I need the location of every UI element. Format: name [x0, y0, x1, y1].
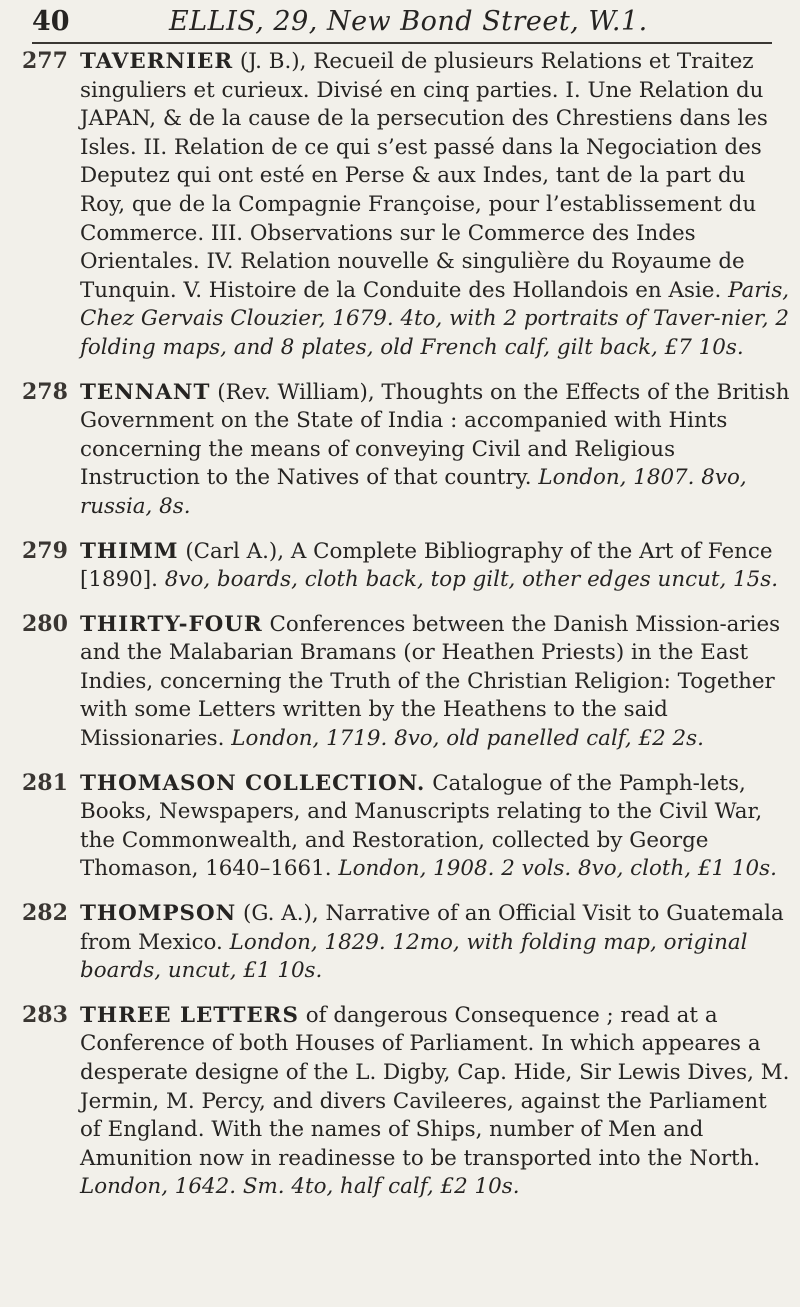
entry-imprint: London, 1807. 8vo, russia, 8s. — [80, 465, 747, 519]
page-number: 40 — [32, 6, 70, 37]
entry-heading: THIRTY-FOUR — [80, 611, 263, 637]
entry-imprint: London, 1829. 12mo, with folding map, original boards, uncut, £1 10s. — [80, 929, 748, 984]
catalogue-entry — [22, 611, 792, 754]
entry-text: (Rev. William), Thoughts on the Effects of the British Government on the State of India : accompanied with Hints concerning the means of conveying Civil and Religious Instruction to the Natives of that country. — [80, 379, 790, 491]
entry-heading: THOMASON COLLECTION. — [80, 770, 426, 796]
entry-imprint: 8vo, boards, cloth back, top gilt, other edges uncut, 15s. — [164, 567, 779, 593]
entry-imprint: London, 1642. Sm. 4to, half calf, £2 10s. — [80, 1174, 520, 1200]
catalogue-entry — [22, 538, 792, 595]
entry-imprint: London, 1908. 2 vols. 8vo, cloth, £1 10s. — [338, 856, 777, 882]
entry-heading: THOMPSON — [80, 901, 237, 927]
running-head: ELLIS, 29, New Bond Street, W.1. — [169, 6, 648, 37]
catalogue-entry — [22, 379, 792, 522]
lot-number: 280 — [22, 610, 68, 637]
catalogue-entry — [22, 48, 792, 363]
entry-text: (Carl A.), A Complete Bibliography of the Art of Fence [1890]. — [80, 538, 773, 593]
entry-text: (J. B.), Recueil de plusieurs Relations et Traitez singuliers et curieux. Divisé en cinq parties. I. Une Relation du JAPAN, & de la cause de la persecution des Chrestiens dans les Isles. II. Relation de ce qui s’est passé dans la Negociation des Deputez qui ont esté en Perse & aux Indes, tant de la part du Roy, que de la Compagnie Françoise, pour l’establissement du Commerce. III. Observations sur le Commerce des Indes Orientales. IV. Relation nouvelle & singulière du Royaume de Tunquin. V. Histoire de la Conduite des Hollandois en Asie. — [80, 49, 768, 303]
page-header — [32, 2, 772, 44]
lot-number: 281 — [22, 769, 68, 796]
entry-description — [80, 611, 792, 754]
entry-text: Conferences between the Danish Mission-aries and the Malabarian Bramans (or Heathen Priests) in the East Indies, concerning the Truth of the Christian Religion: Together with some Letters written by the Heathens to the said Missionaries. — [80, 611, 781, 752]
catalogue-entry — [22, 1002, 792, 1202]
catalogue-entries — [22, 48, 792, 1218]
catalogue-entry — [22, 770, 792, 884]
entry-text: of dangerous Consequence ; read at a Conference of both Houses of Parliament. In which appeares a desperate designe of the L. Digby, Cap. Hide, Sir Lewis Dives, M. Jermin, M. Percy, and divers Cavileeres, against the Parliament of England. With the names of Ships, number of Men and Amunition now in readinesse to be transported into the North. — [80, 1002, 790, 1171]
entry-description — [80, 770, 792, 884]
entry-text: Catalogue of the Pamph-lets, Books, Newspapers, and Manuscripts relating to the Civil War, the Commonwealth, and Restoration, collected by George Thomason, 1640–1661. — [80, 770, 763, 882]
entry-description — [80, 379, 792, 522]
entry-heading: THREE LETTERS — [80, 1002, 299, 1028]
entry-heading: TENNANT — [80, 379, 211, 405]
lot-number: 278 — [22, 378, 68, 405]
entry-description — [80, 48, 792, 363]
entry-text: (G. A.), Narrative of an Official Visit to Guatemala from Mexico. — [80, 901, 784, 955]
lot-number: 277 — [22, 48, 68, 74]
catalogue-entry — [22, 900, 792, 986]
entry-heading: TAVERNIER — [80, 49, 234, 74]
lot-number: 282 — [22, 900, 68, 927]
entry-description — [80, 538, 792, 595]
entry-heading: THIMM — [80, 538, 179, 564]
entry-description — [80, 900, 792, 986]
entry-description — [80, 1002, 792, 1202]
entry-imprint: London, 1719. 8vo, old panelled calf, £2 2s. — [231, 726, 704, 752]
entry-imprint: Paris, Chez Gervais Clouzier, 1679. 4to, with 2 portraits of Taver-nier, 2 folding maps, and 8 plates, old French calf, gilt back, £7 10s. — [80, 277, 790, 360]
lot-number: 279 — [22, 537, 68, 564]
lot-number: 283 — [22, 1001, 68, 1028]
